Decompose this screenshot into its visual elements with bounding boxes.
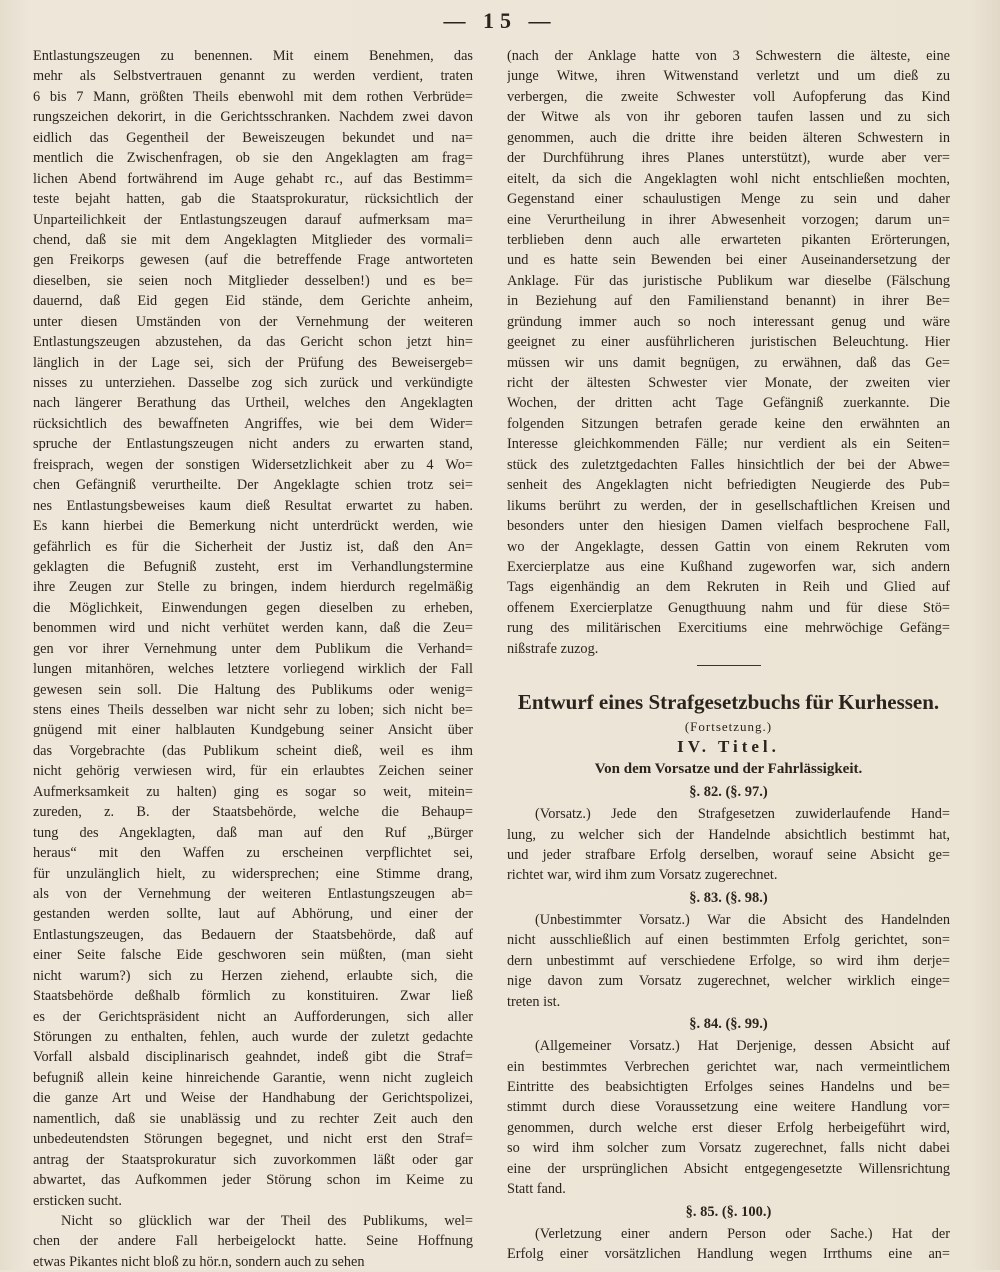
- text-line: rungszeichen dekorirt, in die Gerichtsschranken. Nachdem zwei davon: [33, 109, 473, 126]
- text-line: Es kann hierbei die Bemerkung nicht unterdrückt werden, wie: [33, 518, 473, 535]
- text-line: verbergen, die zweite Schwester voll Aufopferung das Kind: [507, 88, 950, 105]
- text-line: stens eines Theils desselben war nicht sehr zu loben; sich nicht be=: [33, 702, 473, 718]
- section-heading: Entwurf eines Strafgesetzbuchs für Kurhessen.: [517, 690, 940, 715]
- right-column-text: [507, 46, 950, 659]
- text-line: richt der ältesten Schwester vier Monate, der zweiten vier: [507, 375, 950, 391]
- text-line: teste bejaht hatten, gab die Staatsprokuratur, rücksichtlich der: [33, 191, 473, 208]
- text-line: Unparteilichkeit der Entlastungszeugen darauf aufmerksam ma=: [33, 211, 473, 228]
- text-line: nisses zu unterziehen. Dasselbe zog sich zurück und verkündigte: [33, 375, 473, 391]
- text-line: genommen, durch welche erst dieser Erfolg herbeigeführt wird,: [507, 1119, 950, 1136]
- text-line: junge Witwe, ihren Witwenstand verletzt und um dieß zu: [507, 68, 950, 85]
- title-number: IV. Titel.: [677, 737, 780, 757]
- text-line: gen Freikorps gewesen (auf die betreffende Frage antworteten: [33, 252, 473, 269]
- text-line: Anklage. Für das juristische Publikum war dieselbe (Fälschung: [507, 272, 950, 289]
- text-line: der Durchführung ihres Planes unterstützt), wurde aber ver=: [507, 150, 950, 167]
- text-line: wo der Angeklagte, dessen Gattin von einem Rekruten vom: [507, 538, 950, 555]
- text-line: Gegenstand einer schaulustigen Menge zu sein und daher: [507, 191, 950, 208]
- paragraph-number: §. 82. (§. 97.): [689, 784, 768, 801]
- text-line: nicht gehörig verwiesen wird, für ein erlaubtes Zeichen seiner: [33, 763, 473, 780]
- text-line: eine Verurtheilung in ihrer Abwesenheit vorzogen; darum un=: [507, 211, 950, 228]
- continuation-note: (Fortsetzung.): [684, 719, 773, 735]
- paragraph-number: §. 85. (§. 100.): [685, 1203, 772, 1220]
- text-line: gnügend mit einer halblauten Kundgebung seiner Ansicht über: [33, 722, 473, 739]
- text-line: (Verletzung einer andern Person oder Sache.) Hat der: [535, 1225, 950, 1242]
- text-line: Entlastungszeugen, das Bedauern der Staatsbehörde, daß auf: [33, 926, 473, 943]
- text-line: terblieben denn auch alle erwarteten pikanten Erörterungen,: [507, 231, 950, 248]
- text-line: nige davon zum Vorsatz zugerechnet, welcher wirklich einge=: [507, 973, 950, 990]
- text-line: chen der andere Fall herbeigelockt hatte. Seine Hoffnung: [33, 1233, 473, 1250]
- text-line: geklagten die Befugniß zusteht, erst im Verhandlungstermine: [33, 558, 473, 575]
- text-line: der Witwe als von ihr geboren taufen lassen und zu sich: [507, 109, 950, 126]
- section-subtitle: Von dem Vorsatze und der Fahrlässigkeit.: [594, 761, 863, 778]
- text-line: (Unbestimmter Vorsatz.) War die Absicht des Handelnden: [535, 911, 950, 928]
- text-line: nach längerer Berathung das Urtheil, welches den Angeklagten: [33, 395, 473, 412]
- law-paragraph: [507, 1014, 950, 1200]
- text-line: gefährlich es für die Sicherheit der Justiz ist, daß den An=: [33, 538, 473, 555]
- law-paragraphs: [507, 782, 950, 1264]
- text-line: zureden, z. B. der Staatsbehörde, welche die Behaup=: [33, 804, 473, 821]
- paragraph-body: [507, 1036, 950, 1200]
- text-line: chend, daß sie mit dem Angeklagten Mitglieder des vormali=: [33, 231, 473, 248]
- text-line: folgenden Sitzungen betrafen gerade keine den erwähnten an: [507, 415, 950, 432]
- text-line: ein bestimmtes Verbrechen gerichtet war, nach vermeintlichem: [507, 1058, 950, 1075]
- text-line: müssen wir uns damit begnügen, zu erwähnen, daß das Ge=: [507, 354, 950, 371]
- paragraph-body: [507, 1224, 950, 1265]
- law-paragraph: [507, 1202, 950, 1265]
- law-paragraph: [507, 782, 950, 886]
- text-line: so wird ihm solcher zum Vorsatz zugerechnet, falls nicht dabei: [507, 1140, 950, 1157]
- text-line: in Beziehung auf den Familienstand benannt) in ihrer Be=: [507, 293, 950, 310]
- text-line: Tags eigenhändig an dem Rekruten in Reih und Glied auf: [507, 579, 950, 596]
- text-line: nes Entlastungsbeweises kaum dieß Resultat erwartet zu haben.: [33, 497, 473, 514]
- left-column: [33, 46, 473, 1272]
- text-line: nißstrafe zuzog.: [507, 640, 599, 657]
- text-line: chen Gefängniß verurtheilte. Der Angeklagte schien trotz sei=: [33, 477, 473, 494]
- text-line: mentlich die Zwischenfragen, ob sie den Angeklagten am frag=: [33, 150, 473, 167]
- text-line: rücksichtlich des bewaffneten Angriffes, wie bei dem Wider=: [33, 415, 473, 432]
- text-line: unbedeutendsten Störungen begegnet, und nicht erst den Straf=: [33, 1131, 473, 1148]
- text-line: Wochen, der dritten acht Tage Gefängniß zuerkannte. Die: [507, 395, 950, 412]
- text-line: Vorfall alsbald disciplinarisch geahndet, indeß gibt die Straf=: [33, 1049, 473, 1066]
- text-line: als von der Vernehmung der weiteren Entlastungszeugen ab=: [33, 885, 473, 902]
- text-line: benommen wird und nicht verhütet werden kann, daß die Zeu=: [33, 620, 473, 637]
- page-number: — 15 —: [443, 8, 557, 33]
- text-line: ersticken sucht.: [33, 1192, 122, 1209]
- text-line: dieselben, sie seien noch Mitglieder desselben!) und es be=: [33, 272, 473, 289]
- text-line: die ganze Art und Weise der Handhabung der Gerichtspolizei,: [33, 1090, 473, 1107]
- text-line: unter diesen Umständen von der Vernehmung der weiteren: [33, 313, 473, 330]
- text-line: spruche der Entlastungszeugen nicht anders zu erwarten stand,: [33, 436, 473, 453]
- law-paragraph: [507, 888, 950, 1012]
- text-line: (nach der Anklage hatte von 3 Schwestern die älteste, eine: [507, 48, 950, 64]
- text-line: Entlastungszeugen zu benennen. Mit einem Benehmen, das: [33, 48, 473, 64]
- text-line: für unzulänglich hielt, zu widersprechen; eine Stimme drang,: [33, 865, 473, 882]
- text-line: Erfolg einer vorsätzlichen Handlung wegen Irrthums eine an=: [507, 1246, 950, 1262]
- text-line: 6 bis 7 Mann, größten Theils ebenwohl mit dem rothen Verbrüde=: [33, 88, 473, 105]
- text-line: nicht warum?) sich zu Herzen ziehend, erlaubte sich, die: [33, 967, 473, 984]
- text-line: genommen, auch die dritte ihre beiden älteren Schwestern in: [507, 129, 950, 146]
- text-line: Eintritte des beabsichtigten Erfolges seines Handelns und be=: [507, 1078, 950, 1095]
- text-line: eitelt, da sich die Angeklagten wohl nicht entschließen mochten,: [507, 170, 950, 187]
- text-line: Entlastungszeugen abzustehen, da das Gericht schon jetzt hin=: [33, 334, 473, 351]
- text-line: Interesse gleichkommenden Fälle; nur verdient als ein Seiten=: [507, 436, 950, 453]
- text-line: nicht ausschließlich auf einen bestimmten Erfolg gerichtet, son=: [507, 932, 950, 949]
- text-line: Staatsbehörde deßhalb förmlich zu konstituiren. Zwar ließ: [33, 988, 473, 1005]
- text-line: stück des zuletztgedachten Falles hinsichtlich der bei der Abwe=: [507, 456, 950, 473]
- text-line: Störungen zu enthalten, fehlen, auch wurde der zuletzt gedachte: [33, 1029, 473, 1045]
- text-line: namentlich, daß sie unablässig und zu rechter Zeit auch den: [33, 1110, 473, 1127]
- text-line: eidlich das Gegentheil der Beweiszeugen bekundet und na=: [33, 129, 473, 146]
- section-divider: [697, 665, 761, 666]
- text-line: es der Gerichtspräsident nicht an Aufforderungen, sich aller: [33, 1008, 473, 1025]
- paragraph-number: §. 83. (§. 98.): [689, 889, 768, 906]
- text-line: Statt fand.: [507, 1181, 566, 1198]
- text-line: ihre Zeugen zur Stelle zu bringen, indem hierdurch regelmäßig: [33, 579, 473, 596]
- text-line: mehr als Selbstvertrauen genannt zu werden verdient, traten: [33, 68, 473, 85]
- text-line: treten ist.: [507, 993, 561, 1010]
- text-line: und jeder strafbare Erfolg derselben, worauf seine Absicht ge=: [507, 847, 950, 863]
- text-line: geeignet zu einer ausführlicheren juristischen Beleuchtung. Hier: [507, 334, 950, 351]
- text-line: dern unbestimmt auf verschiedene Erfolge, so wird ihm derje=: [507, 952, 950, 969]
- text-line: etwas Pikantes nicht bloß zu hör.n, sondern auch zu sehen: [33, 1253, 365, 1270]
- paragraph-number: §. 84. (§. 99.): [689, 1016, 768, 1033]
- text-line: eine der ursprünglichen Absicht entgegengesetzte Willensrichtung: [507, 1160, 950, 1177]
- text-line: besonders unter den hiesigen Damen vielfach besprochene Fall,: [507, 518, 950, 535]
- text-line: antrag der Staatsprokuratur sich zuvorkommen läßt oder gar: [33, 1151, 473, 1168]
- paragraph-body: [507, 910, 950, 1012]
- text-line: rung des militärischen Exercitiums eine mehrwöchige Gefäng=: [507, 620, 950, 637]
- text-line: gestanden werden sollte, laut auf Abhörung, und einer der: [33, 906, 473, 923]
- text-line: stimmt durch diese Voraussetzung eine weitere Handlung vor=: [507, 1099, 950, 1116]
- text-line: die Möglichkeit, Einwendungen gegen dieselben zu erheben,: [33, 599, 473, 616]
- text-line: likums berührt zu werden, der in gesellschaftlichen Kreisen und: [507, 497, 950, 514]
- text-line: richtet war, wird ihm zum Vorsatz zugerechnet.: [507, 867, 778, 884]
- text-line: lung, zu welcher sich der Handelnde absichtlich bestimmt hat,: [507, 826, 950, 843]
- text-line: einer Seite falsche Eide geschworen sein müßten, (man sieht: [33, 947, 473, 964]
- text-line: lungen mitanhören, welches letztere vorliegend wirklich der Fall: [33, 661, 473, 678]
- text-line: offenem Exercierplatze Genugthuung nahm und für diese Stö=: [507, 599, 950, 616]
- text-line: (Allgemeiner Vorsatz.) Hat Derjenige, dessen Absicht auf: [535, 1038, 950, 1055]
- text-line: gründung immer auch so noch interessant genug und wäre: [507, 313, 950, 330]
- text-line: tung des Angeklagten, daß man auf den Ruf „Bürger: [33, 824, 473, 841]
- text-line: länglich in der Lage sei, sich der Prüfung des Beweisergeb=: [33, 354, 473, 371]
- text-line: abwartet, das Aufkommen jeder Störung schon im Keime zu: [33, 1172, 473, 1189]
- text-line: befugniß allein keine hinreichende Garantie, wenn nicht zugleich: [33, 1069, 473, 1086]
- text-line: senheit des Angeklagten nicht befriedigten Neugierde des Pub=: [507, 477, 950, 494]
- text-line: Exercierplatze aus eine Kußhand zugeworfen war, sich andern: [507, 558, 950, 575]
- text-line: dauernd, daß Eid gegen Eid stände, dem Gerichte anheim,: [33, 293, 473, 310]
- paragraph-body: [507, 804, 950, 886]
- text-line: heraus“ mit den Waffen zu erscheinen verpflichtet sei,: [33, 845, 473, 862]
- text-line: freisprach, wegen der sonstigen Widersetzlichkeit aber zu 4 Wo=: [33, 456, 473, 473]
- text-line: Aufmerksamkeit zu halten) ging es sogar so weit, mitein=: [33, 783, 473, 800]
- text-line: (Vorsatz.) Jede den Strafgesetzen zuwiderlaufende Hand=: [535, 806, 950, 823]
- text-line: lichen Abend fortwährend im Auge gehabt rc., auf das Bestimm=: [33, 170, 473, 187]
- text-line: gewesen sein soll. Die Haltung des Publikums oder wenig=: [33, 681, 473, 698]
- text-line: und es hatte sein Bewenden bei einer Auseinandersetzung der: [507, 252, 950, 269]
- right-column: [507, 46, 950, 1264]
- text-line: gen vor ihrer Vernehmung unter dem Publikum die Verhand=: [33, 640, 473, 657]
- text-line: das Vorgebrachte (das Publikum scheint dieß, weil es ihm: [33, 742, 473, 759]
- text-line: Nicht so glücklich war der Theil des Publikums, wel=: [61, 1212, 473, 1229]
